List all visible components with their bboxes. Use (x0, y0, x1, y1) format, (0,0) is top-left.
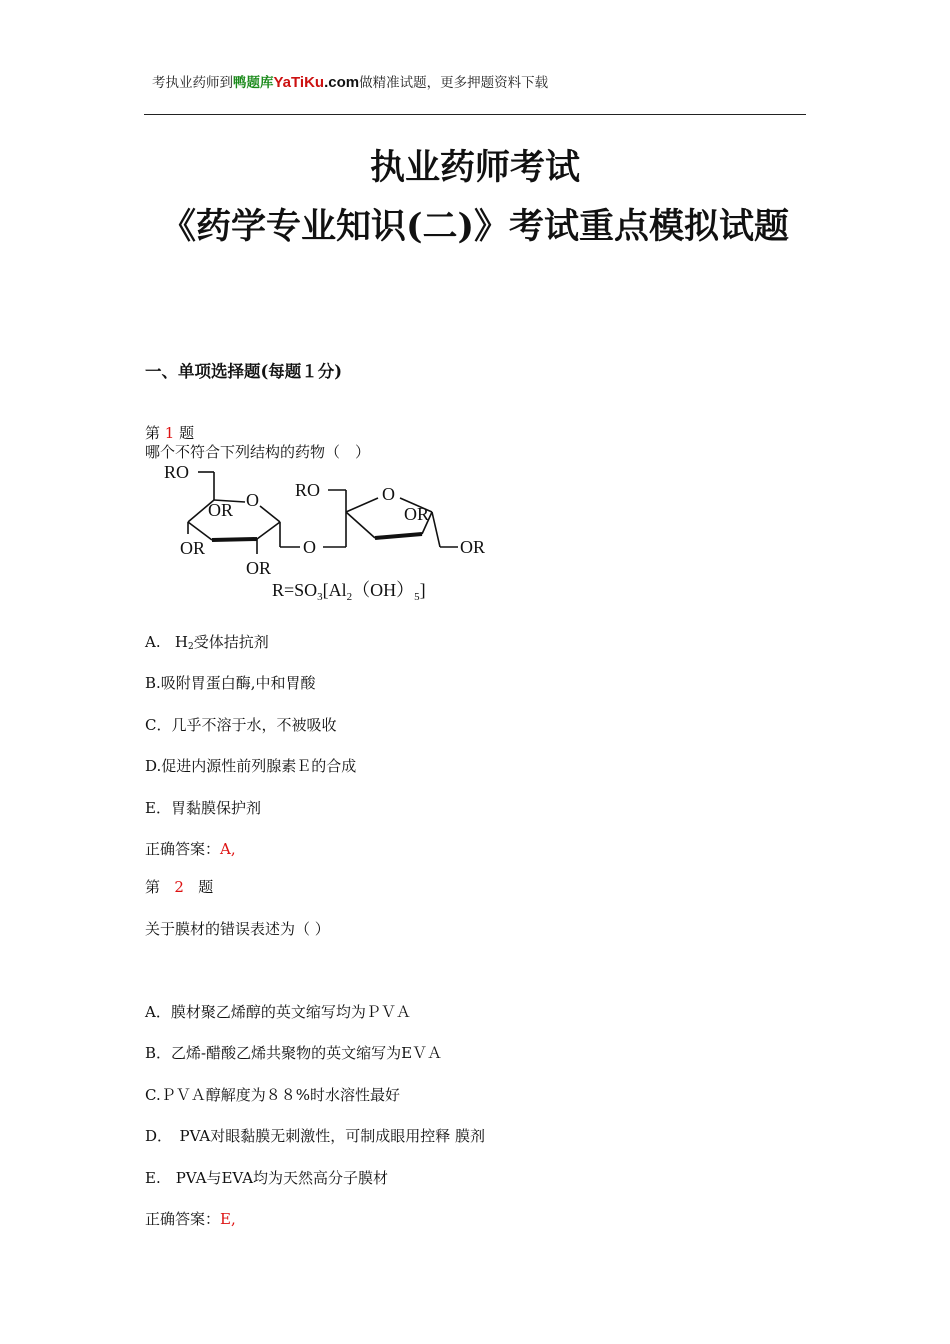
section-heading: 一、单项选择题(每题１分) (145, 362, 343, 381)
question-1-option-d: D.促进内源性前列腺素Ｅ的合成 (145, 757, 357, 775)
question-label-prefix: 第 (145, 424, 161, 442)
label-or-ring-right: OR (404, 504, 430, 524)
question-2-option-d: D． PVA对眼黏膜无刺激性，可制成眼用控释 膜剂 (145, 1127, 486, 1145)
question-label-suffix: 题 (179, 424, 195, 442)
question-label-prefix: 第 (145, 878, 161, 896)
question-1-option-b: B.吸附胃蛋白酶,中和胃酸 (145, 674, 316, 692)
label-or-right: OR (460, 537, 486, 557)
bond (346, 512, 375, 538)
r-def-sub: 5 (414, 591, 420, 603)
page-header (152, 71, 548, 91)
bond (346, 498, 378, 512)
label-o-ring-right: O (382, 484, 395, 504)
question-number: 1 (164, 424, 175, 442)
bond (432, 512, 440, 547)
question-1-option-e: E．胃黏膜保护剂 (145, 799, 261, 817)
brand-name-en: YaTiKu (273, 74, 325, 91)
r-def-sub: 3 (317, 591, 323, 603)
doc-title-line1: 执业药师考试 (369, 147, 580, 188)
brand-domain: .com (324, 74, 360, 91)
question-1-option-a (145, 631, 269, 652)
r-def-end: ] (419, 580, 426, 600)
option-letter: A. (145, 633, 161, 651)
question-2-option-a: A．膜材聚乙烯醇的英文缩写均为ＰＶＡ (145, 1003, 411, 1021)
answer-label: 正确答案： (145, 1210, 221, 1228)
question-2-option-c: C.ＰＶＡ醇解度为８８%时水溶性最好 (145, 1086, 400, 1104)
question-number: 2 (174, 878, 184, 896)
label-o-ring-left: O (246, 490, 259, 510)
wedge-bond (212, 539, 257, 540)
answer-label: 正确答案： (145, 840, 221, 858)
question-1-stem: 哪个不符合下列结构的药物（ ） (145, 443, 371, 461)
question-2-option-e: E. PVA与EVA均为天然高分子膜材 (145, 1169, 389, 1187)
brand-name-cn: 鸭题库 (233, 75, 274, 91)
header-suffix: 做精准试题，更多押题资料下载 (359, 75, 549, 91)
chemical-structure-diagram (160, 462, 505, 607)
label-o-bridge: O (303, 537, 316, 557)
answer-value: E, (220, 1210, 236, 1228)
question-2-stem: 关于膜材的错误表述为（ ） (145, 920, 330, 938)
question-1-label (145, 422, 194, 443)
r-definition (272, 580, 426, 603)
question-label-suffix: 题 (198, 878, 214, 896)
question-1-answer (145, 838, 236, 859)
question-2-label (145, 876, 213, 897)
header-divider (144, 114, 806, 115)
question-2-option-b: B．乙烯-醋酸乙烯共聚物的英文缩写为EＶＡ (145, 1044, 443, 1062)
question-1-option-c: C．几乎不溶于水，不被吸收 (145, 716, 337, 734)
r-def-sub: 2 (346, 591, 353, 603)
answer-value: A, (220, 840, 236, 858)
option-text: 受体拮抗剂 (193, 633, 269, 651)
doc-title-line2: 《药学专业知识(二)》考试重点模拟试题 (160, 206, 790, 247)
bond (257, 522, 280, 539)
wedge-bond (375, 534, 422, 538)
r-def-prefix: R=SO (272, 580, 318, 600)
option-subscript: 2 (188, 642, 194, 652)
bond (260, 506, 280, 522)
label-ro-top-left: RO (164, 462, 190, 482)
label-or-bottom: OR (246, 558, 272, 578)
option-text: H (174, 633, 189, 651)
r-def-oh: （OH） (352, 580, 415, 600)
question-2-answer (145, 1208, 236, 1229)
label-or-ring: OR (208, 500, 234, 520)
header-prefix: 考执业药师到 (152, 75, 233, 91)
r-def-mid: [Al (322, 580, 347, 600)
label-ro-top-right: RO (295, 480, 321, 500)
label-or-left: OR (180, 538, 206, 558)
